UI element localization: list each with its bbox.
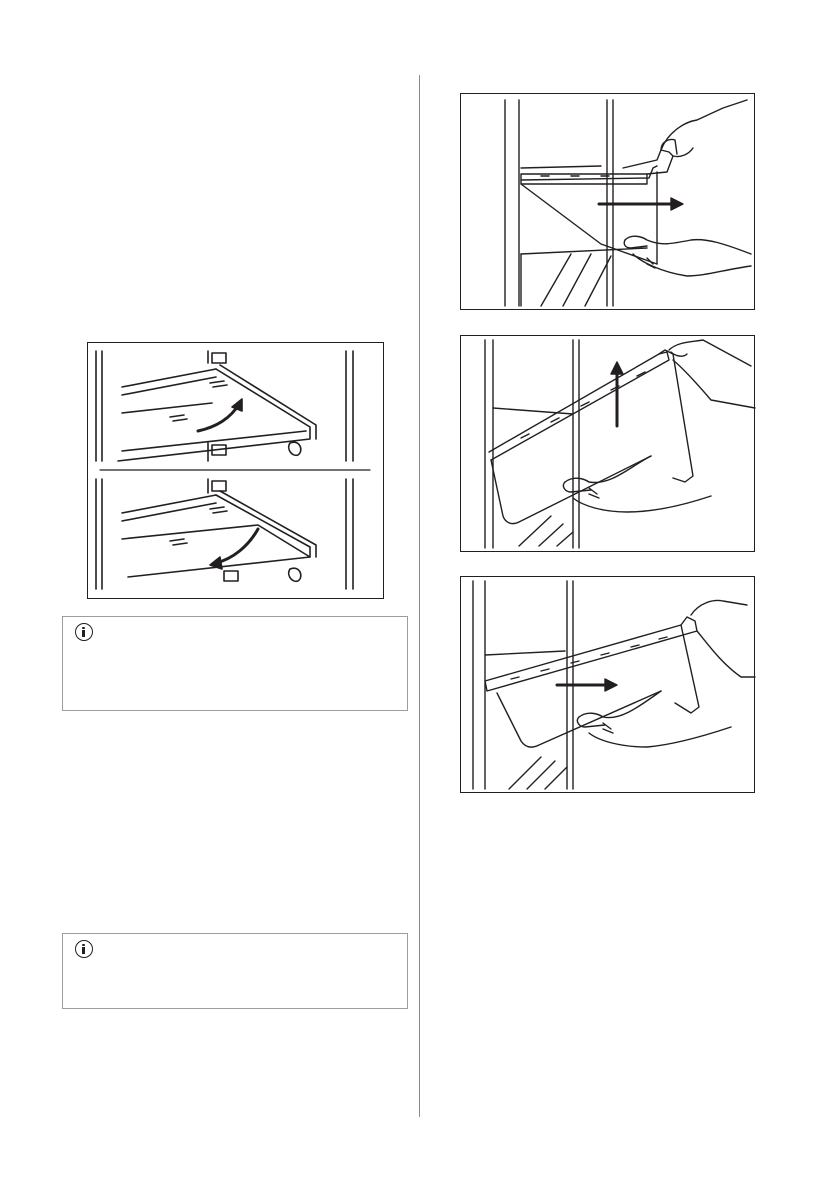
- column-divider: [419, 75, 420, 1117]
- info-icon: [75, 623, 93, 641]
- drawer-lift-figure: [460, 335, 755, 552]
- shelf-figure: [87, 342, 384, 599]
- info-note-1: [62, 616, 408, 711]
- drawer-pull-figure: [460, 93, 755, 310]
- info-note-2: [62, 933, 408, 1009]
- drawer-insert-figure: [460, 576, 755, 793]
- info-icon: [75, 940, 93, 958]
